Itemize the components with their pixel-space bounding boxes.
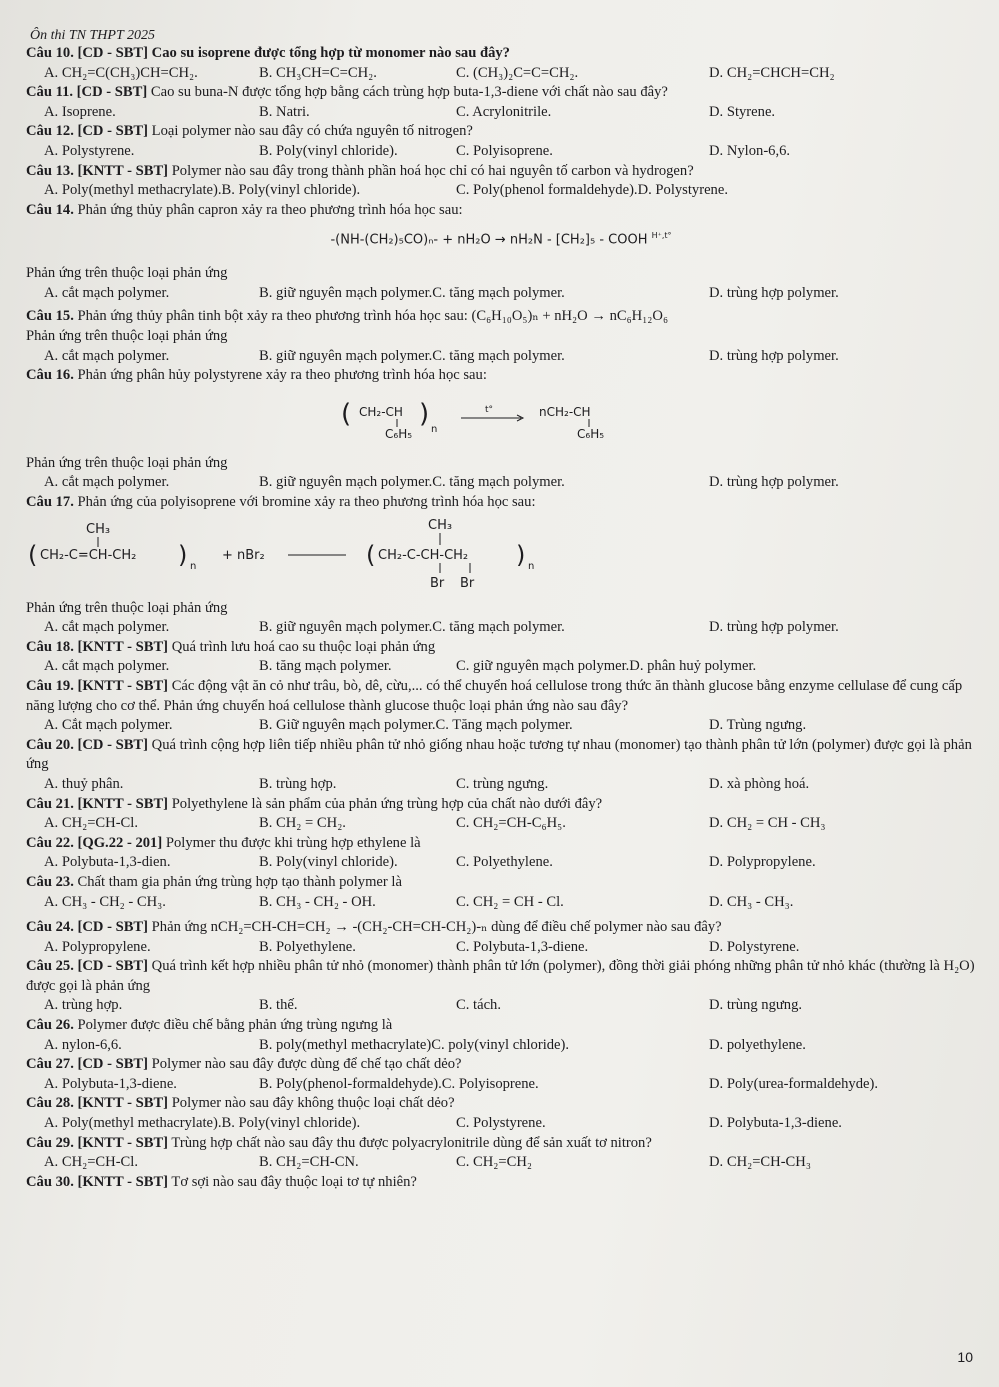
question-number: Câu 12. [CD - SBT]: [26, 123, 149, 140]
options: [26, 181, 976, 201]
question-number: Câu 26.: [26, 1017, 74, 1034]
question-number: Câu 20. [CD - SBT]: [26, 736, 149, 753]
question-number: Câu 23.: [26, 873, 74, 890]
options: [26, 775, 976, 795]
question-25: [26, 957, 976, 1016]
question-sub: Phản ứng trên thuộc loại phản ứng: [26, 454, 228, 471]
question-16: [26, 366, 976, 493]
option-bc[interactable]: B. Giữ nguyên mạch polymer.C. Tăng mạch polymer.: [259, 717, 573, 734]
option-bc[interactable]: B. poly(methyl methacrylate)C. poly(vinyl chloride).: [259, 1036, 570, 1053]
option-a[interactable]: A. Isoprene.: [44, 103, 116, 120]
question-number: Câu 10. [CD - SBT]: [26, 45, 149, 61]
option-a[interactable]: A. cắt mạch polymer.: [44, 619, 170, 636]
bracket-open: (: [28, 540, 38, 569]
options: [26, 473, 976, 493]
option-d[interactable]: D. Nylon-6,6.: [709, 142, 791, 159]
options: [26, 1114, 976, 1134]
option-cd[interactable]: C. Poly(phenol formaldehyde).D. Polystyrene.: [456, 182, 728, 199]
question-number: Câu 11. [CD - SBT]: [26, 84, 148, 101]
question-sub: Phản ứng trên thuộc loại phản ứng: [26, 265, 228, 282]
pi-prod-chain: CH₂-C-CH-CH₂: [378, 547, 469, 563]
option-c[interactable]: C. Acrylonitrile.: [456, 103, 552, 120]
option-c[interactable]: C. Polyethylene.: [456, 854, 553, 871]
option-a[interactable]: A. Cắt mạch polymer.: [44, 717, 173, 734]
option-ab[interactable]: A. Poly(methyl methacrylate).B. Poly(vinyl chloride).: [44, 1115, 361, 1132]
question-stem: Câu 15. Phản ứng thủy phân tinh bột xảy ra theo phương trình hóa học sau: (C₆H₁₀O₅)ₙ + nH₂O → nC₆H₁₂O₆: [26, 308, 669, 325]
question-number: Câu 15.: [26, 308, 74, 325]
option-bc[interactable]: B. giữ nguyên mạch polymer.C. tăng mạch polymer.: [259, 619, 565, 636]
option-d[interactable]: D. Polypropylene.: [709, 854, 816, 871]
bracket-close: ): [419, 398, 430, 429]
question-17: [26, 493, 976, 638]
polystyrene-equation: [321, 388, 681, 452]
option-b[interactable]: B. CH₂ = CH₂.: [259, 815, 346, 832]
option-d[interactable]: D. Polystyrene.: [709, 938, 800, 955]
question-stem: Câu 30. [KNTT - SBT] Tơ sợi nào sau đây thuộc loại tơ tự nhiên?: [26, 1173, 417, 1190]
options: [26, 618, 976, 638]
ps-left-top: CH₂-CH: [359, 404, 403, 419]
pi-prod-br2: Br: [460, 575, 475, 591]
question-26: [26, 1016, 976, 1055]
question-number: Câu 18. [KNTT - SBT]: [26, 638, 169, 655]
option-c[interactable]: C. Polybuta-1,3-diene.: [456, 938, 589, 955]
question-15: [26, 307, 976, 366]
option-b[interactable]: B. CH₃CH=C=CH₂.: [259, 64, 377, 81]
question-23: [26, 873, 976, 912]
question-11: [26, 83, 976, 122]
option-ab[interactable]: A. Poly(methyl methacrylate).B. Poly(vinyl chloride).: [44, 182, 361, 199]
question-14: [26, 201, 976, 304]
page-header: Ôn thi TN THPT 2025: [30, 28, 155, 43]
option-d[interactable]: D. trùng hợp polymer.: [709, 347, 839, 364]
pi-n: n: [190, 560, 197, 572]
option-b[interactable]: B. thế.: [259, 997, 298, 1014]
option-c[interactable]: C. tách.: [456, 997, 501, 1014]
question-number: Câu 28. [KNTT - SBT]: [26, 1095, 169, 1112]
option-b[interactable]: B. CH₂=CH-CN.: [259, 1154, 359, 1171]
question-list: [26, 44, 976, 1192]
question-22: [26, 834, 976, 873]
polyisoprene-equation: [26, 515, 666, 597]
option-bc[interactable]: B. giữ nguyên mạch polymer.C. tăng mạch polymer.: [259, 284, 565, 301]
option-b[interactable]: B. Polyethylene.: [259, 938, 356, 955]
question-stem: Câu 14. Phản ứng thủy phân capron xảy ra theo phương trình hóa học sau:: [26, 201, 463, 218]
option-d[interactable]: D. CH₂ = CH - CH₃: [709, 815, 826, 832]
option-c[interactable]: C. (CH₃)₂C=C=CH₂.: [456, 64, 579, 81]
option-c[interactable]: C. CH₂=CH₂: [456, 1154, 532, 1171]
question-29: [26, 1134, 976, 1173]
question-number: Câu 14.: [26, 201, 74, 218]
question-stem: Câu 24. [CD - SBT] Phản ứng nCH₂=CH-CH=CH₂ → -(CH₂-CH=CH-CH₂)-ₙ dùng để điều chế polymer nào sau đây?: [26, 919, 722, 936]
question-12: [26, 122, 976, 161]
option-a[interactable]: A. CH₃ - CH₂ - CH₃.: [44, 893, 166, 910]
question-stem: Câu 16. Phản ứng phân hủy polystyrene xảy ra theo phương trình hóa học sau:: [26, 367, 487, 384]
question-stem: Câu 11. [CD - SBT] Cao su buna-N được tổng hợp bằng cách trùng hợp buta-1,3-diene với chất nào sau đây?: [26, 84, 668, 101]
pi-chain: CH₂-C=CH-CH₂: [40, 547, 137, 563]
question-stem: Câu 13. [KNTT - SBT] Polymer nào sau đây trong thành phần hoá học chỉ có hai nguyên tố carbon và hydrogen?: [26, 162, 694, 179]
question-number: Câu 13. [KNTT - SBT]: [26, 162, 169, 179]
option-b[interactable]: B. Natri.: [259, 103, 310, 120]
option-b[interactable]: B. trùng hợp.: [259, 775, 337, 792]
option-a[interactable]: A. cắt mạch polymer.: [44, 347, 170, 364]
option-d[interactable]: D. trùng ngưng.: [709, 997, 803, 1014]
ps-right-top: nCH₂-CH: [539, 404, 591, 419]
option-d[interactable]: D. Styrene.: [709, 103, 776, 120]
options: [26, 716, 976, 736]
option-d[interactable]: D. Poly(urea-formaldehyde).: [709, 1075, 878, 1092]
question-28: [26, 1094, 976, 1133]
question-number: Câu 24. [CD - SBT]: [26, 919, 149, 936]
pi-prod-ch3: CH₃: [428, 517, 453, 533]
ps-left-bottom: C₆H₅: [385, 426, 413, 441]
question-21: [26, 795, 976, 834]
option-a[interactable]: A. CH₂=CH-Cl.: [44, 1154, 138, 1171]
option-cd[interactable]: C. giữ nguyên mạch polymer.D. phân huỷ polymer.: [456, 658, 757, 675]
question-number: Câu 30. [KNTT - SBT]: [26, 1173, 169, 1190]
option-d[interactable]: D. CH₃ - CH₃.: [709, 893, 794, 910]
question-stem: Câu 23. Chất tham gia phản ứng trùng hợp tạo thành polymer là: [26, 873, 402, 890]
equation: [26, 226, 976, 250]
equation-text: -(NH-(CH₂)₅CO)ₙ- + nH₂O → nH₂N - [CH₂]₅ - COOH: [330, 232, 648, 248]
option-a[interactable]: A. thuỷ phân.: [44, 775, 124, 792]
bracket-close: ): [178, 540, 188, 569]
question-number: Câu 27. [CD - SBT]: [26, 1056, 149, 1073]
option-a[interactable]: A. cắt mạch polymer.: [44, 474, 170, 491]
options: [26, 1036, 976, 1056]
ps-arrow: t°: [485, 404, 494, 415]
options: [26, 1153, 976, 1173]
option-a[interactable]: A. Polypropylene.: [44, 938, 151, 955]
question-stem: Câu 29. [KNTT - SBT] Trùng hợp chất nào sau đây thu được polyacrylonitrile dùng để sản xuất tơ nitron?: [26, 1134, 652, 1151]
question-stem: Câu 19. [KNTT - SBT] Các động vật ăn cỏ như trâu, bò, dê, cừu,... có thể chuyển hoá cellulose trong thức ăn thành glucose bằng enzyme cellulase để cung cấp năng lượng cho cơ thể. Phản ứng chuyển hoá cellulose thành glucose thuộc loại phản ứng nào sau đây?: [26, 677, 963, 714]
question-sub: Phản ứng trên thuộc loại phản ứng: [26, 328, 228, 345]
option-d[interactable]: D. polyethylene.: [709, 1036, 806, 1053]
options: [26, 893, 976, 913]
pi-ch3: CH₃: [86, 521, 111, 537]
option-a[interactable]: A. cắt mạch polymer.: [44, 658, 170, 675]
bracket-open-2: (: [366, 540, 376, 569]
option-d[interactable]: D. xà phòng hoá.: [709, 775, 810, 792]
option-d[interactable]: D. CH₂=CH-CH₃: [709, 1154, 811, 1171]
question-number: Câu 19. [KNTT - SBT]: [26, 677, 169, 694]
option-a[interactable]: A. CH₂=CH-Cl.: [44, 815, 138, 832]
options: [26, 814, 976, 834]
question-stem: Câu 10. [CD - SBT] Cao su isoprene được tổng hợp từ monomer nào sau đây?: [26, 45, 510, 61]
question-number: Câu 16.: [26, 367, 74, 384]
question-19: [26, 677, 976, 736]
option-a[interactable]: A. trùng hợp.: [44, 997, 123, 1014]
ps-right-bottom: C₆H₅: [577, 426, 605, 441]
question-stem: Câu 22. [QG.22 - 201] Polymer thu được khi trùng hợp ethylene là: [26, 834, 421, 851]
option-a[interactable]: A. CH₂=C(CH₃)CH=CH₂.: [44, 64, 198, 81]
option-a[interactable]: A. cắt mạch polymer.: [44, 284, 170, 301]
question-24: [26, 918, 976, 957]
question-number: Câu 17.: [26, 494, 74, 511]
question-number: Câu 29. [KNTT - SBT]: [26, 1134, 169, 1151]
pi-plus: + nBr₂: [222, 547, 265, 563]
option-d[interactable]: D. trùng hợp polymer.: [709, 284, 839, 301]
option-d[interactable]: D. trùng hợp polymer.: [709, 619, 839, 636]
option-bc[interactable]: B. Poly(phenol-formaldehyde).C. Polyisoprene.: [259, 1075, 539, 1092]
question-stem: Câu 26. Polymer được điều chế bằng phản ứng trùng ngưng là: [26, 1017, 393, 1034]
question-stem: Câu 28. [KNTT - SBT] Polymer nào sau đây không thuộc loại chất dẻo?: [26, 1095, 455, 1112]
option-b[interactable]: B. CH₃ - CH₂ - OH.: [259, 893, 376, 910]
options: [26, 657, 976, 677]
option-c[interactable]: C. CH₂ = CH - Cl.: [456, 893, 564, 910]
option-c[interactable]: C. Polyisoprene.: [456, 142, 553, 159]
options: [26, 347, 976, 367]
option-a[interactable]: A. Polybuta-1,3-dien.: [44, 854, 171, 871]
question-stem: Câu 20. [CD - SBT] Quá trình cộng hợp liên tiếp nhiều phân tử nhỏ giống nhau hoặc tương tự nhau (monomer) tạo thành phân tử lớn (polymer) được gọi là phản ứng: [26, 736, 972, 773]
options: [26, 938, 976, 958]
options: [26, 284, 976, 304]
options: [26, 1075, 976, 1095]
option-b[interactable]: B. Poly(vinyl chloride).: [259, 854, 398, 871]
options: [26, 853, 976, 873]
page-number: 10: [957, 1349, 973, 1365]
question-number: Câu 21. [KNTT - SBT]: [26, 795, 169, 812]
option-d[interactable]: D. trùng hợp polymer.: [709, 474, 839, 491]
pi-prod-br1: Br: [430, 575, 445, 591]
option-bc[interactable]: B. giữ nguyên mạch polymer.C. tăng mạch polymer.: [259, 474, 565, 491]
option-b[interactable]: B. Poly(vinyl chloride).: [259, 142, 398, 159]
option-c[interactable]: C. Polystyrene.: [456, 1115, 546, 1132]
question-18: [26, 638, 976, 677]
option-a[interactable]: A. Polystyrene.: [44, 142, 135, 159]
question-stem: Câu 21. [KNTT - SBT] Polyethylene là sản phẩm của phản ứng trùng hợp của chất nào dưới đây?: [26, 795, 603, 812]
question-number: Câu 25. [CD - SBT]: [26, 958, 149, 975]
option-a[interactable]: A. nylon-6,6.: [44, 1036, 122, 1053]
question-stem: Câu 12. [CD - SBT] Loại polymer nào sau đây có chứa nguyên tố nitrogen?: [26, 123, 473, 140]
question-stem: Câu 25. [CD - SBT] Quá trình kết hợp nhiều phân tử nhỏ (monomer) thành phân tử lớn (polymer), đồng thời giải phóng những phân tử nhỏ khác (thường là H₂O) được gọi là phản ứng: [26, 958, 975, 994]
option-b[interactable]: B. tăng mạch polymer.: [259, 658, 392, 675]
option-d[interactable]: D. Trùng ngưng.: [709, 717, 807, 734]
options: [26, 996, 976, 1016]
question-30: [26, 1173, 976, 1193]
question-sub: Phản ứng trên thuộc loại phản ứng: [26, 599, 228, 616]
options: [26, 64, 976, 84]
question-stem: Câu 17. Phản ứng của polyisoprene với bromine xảy ra theo phương trình hóa học sau:: [26, 494, 536, 511]
option-c[interactable]: C. CH₂=CH-C₆H₅.: [456, 815, 566, 832]
option-bc[interactable]: B. giữ nguyên mạch polymer.C. tăng mạch polymer.: [259, 347, 565, 364]
question-stem: Câu 27. [CD - SBT] Polymer nào sau đây được dùng để chế tạo chất dẻo?: [26, 1056, 462, 1073]
question-stem: Câu 18. [KNTT - SBT] Quá trình lưu hoá cao su thuộc loại phản ứng: [26, 638, 436, 655]
option-d[interactable]: D. CH₂=CHCH=CH₂: [709, 64, 835, 81]
bracket-open: (: [341, 398, 352, 429]
options: [26, 142, 976, 162]
option-a[interactable]: A. Polybuta-1,3-diene.: [44, 1075, 177, 1092]
question-number: Câu 22. [QG.22 - 201]: [26, 834, 163, 851]
pi-prod-n: n: [528, 560, 535, 572]
question-13: [26, 162, 976, 201]
question-27: [26, 1055, 976, 1094]
question-20: [26, 736, 976, 795]
bracket-close-2: ): [516, 540, 526, 569]
option-d[interactable]: D. Polybuta-1,3-diene.: [709, 1115, 842, 1132]
arrow-label: H⁺,t°: [651, 231, 672, 241]
options: [26, 103, 976, 123]
question-10: [26, 44, 976, 83]
ps-n: n: [431, 423, 438, 435]
option-c[interactable]: C. trùng ngưng.: [456, 775, 549, 792]
